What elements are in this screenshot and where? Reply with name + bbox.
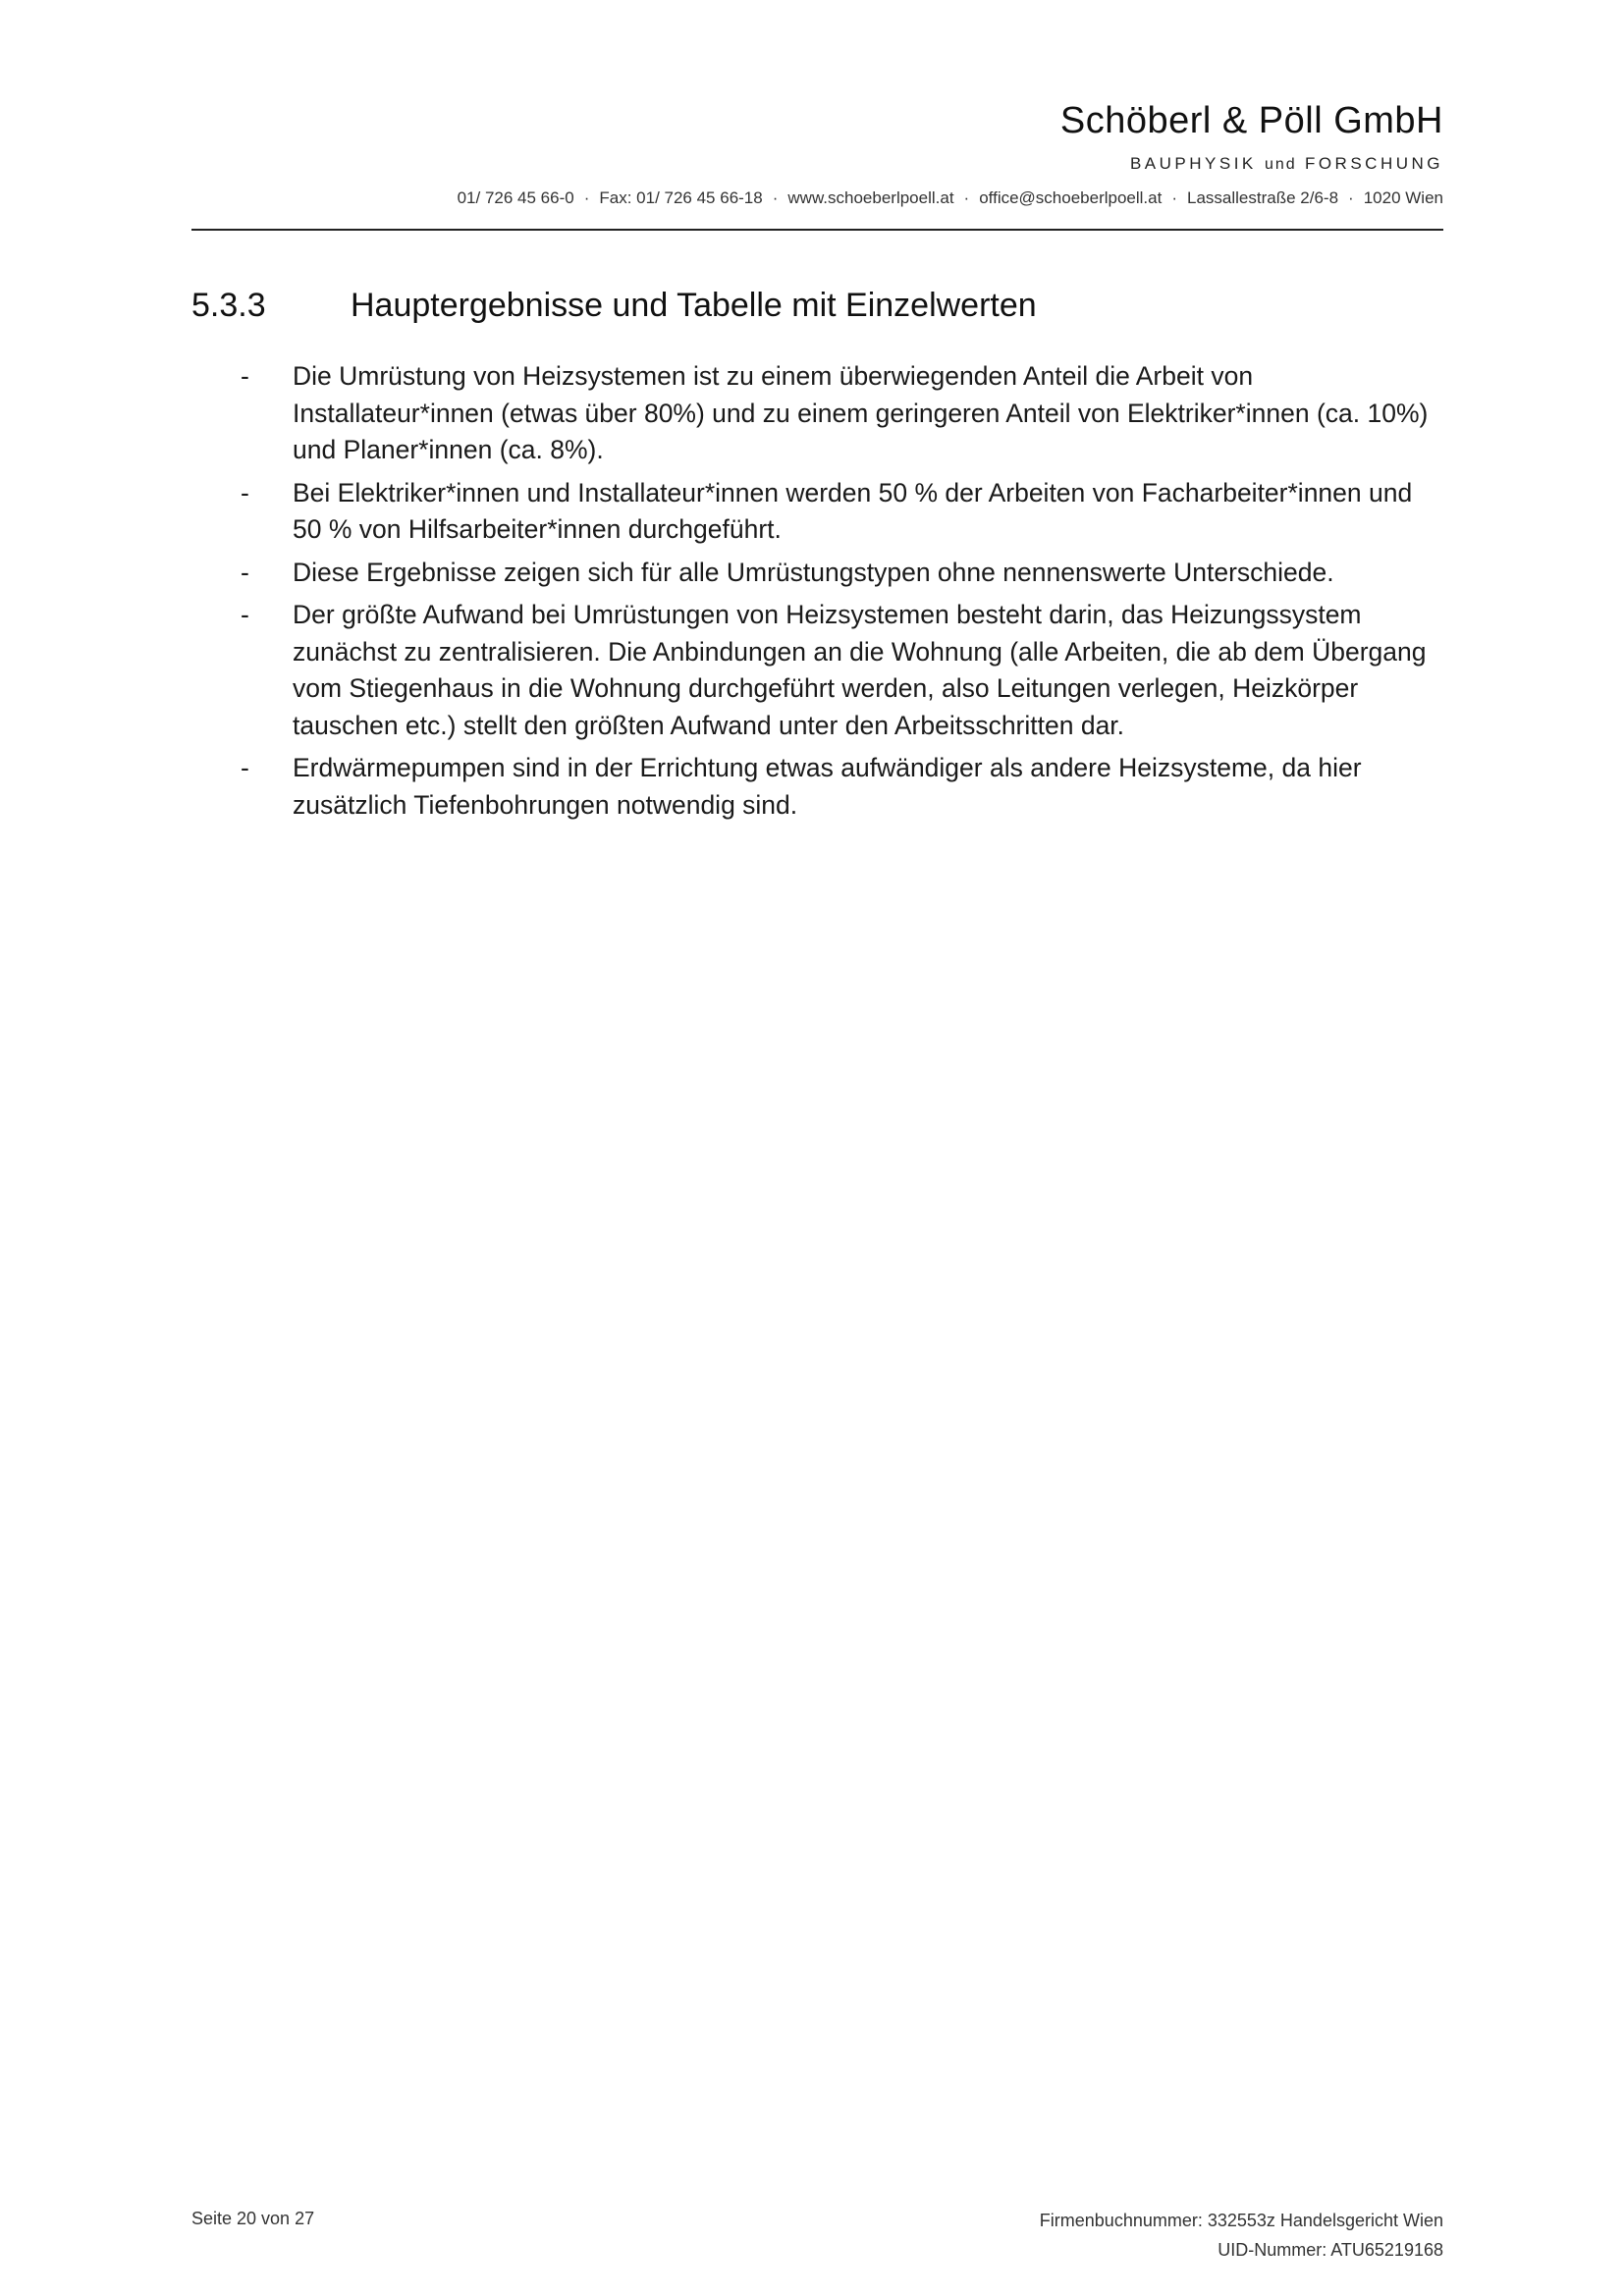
- results-list: [241, 358, 1443, 829]
- uid-number: UID-Nummer: ATU65219168: [1218, 2240, 1443, 2260]
- list-item: [241, 750, 1443, 824]
- header-divider: [191, 229, 1443, 231]
- subtitle-left: BAUPHYSIK: [1129, 154, 1257, 173]
- company-name: Schöberl & Pöll GmbH: [1059, 100, 1443, 141]
- separator: ·: [772, 188, 779, 207]
- subtitle-right: FORSCHUNG: [1304, 154, 1443, 173]
- street-address: Lassallestraße 2/6-8: [1187, 188, 1339, 207]
- section-title: Hauptergebnisse und Tabelle mit Einzelwerten: [351, 287, 1037, 324]
- bullet-dash: -: [241, 557, 249, 587]
- separator: ·: [1348, 188, 1354, 207]
- section-heading: [191, 285, 1443, 326]
- list-item: [241, 358, 1443, 469]
- phone-number: 01/ 726 45 66-0: [457, 188, 574, 207]
- list-item-text: Die Umrüstung von Heizsystemen ist zu einem überwiegenden Anteil die Arbeit von Installateur*innen (etwas über 80%) und zu einem geringeren Anteil von Elektriker*innen (ca. 10%) und Planer*innen (ca. 8%).: [293, 361, 1429, 464]
- fax-number: Fax: 01/ 726 45 66-18: [599, 188, 763, 207]
- letterhead: [191, 98, 1443, 209]
- separator: ·: [963, 188, 970, 207]
- list-item-text: Bei Elektriker*innen und Installateur*innen werden 50 % der Arbeiten von Facharbeiter*innen und 50 % von Hilfsarbeiter*innen durchgeführt.: [293, 477, 1413, 544]
- bullet-dash: -: [241, 477, 249, 507]
- list-item: [241, 555, 1443, 592]
- list-item: [241, 475, 1443, 549]
- subtitle-und: und: [1265, 156, 1297, 173]
- website-link[interactable]: www.schoeberlpoell.at: [787, 188, 954, 207]
- city-address: 1020 Wien: [1363, 188, 1443, 207]
- separator: ·: [583, 188, 590, 207]
- list-item-text: Diese Ergebnisse zeigen sich für alle Umrüstungstypen ohne nennenswerte Unterschiede.: [293, 557, 1334, 587]
- register-number: Firmenbuchnummer: 332553z Handelsgericht Wien: [1039, 2211, 1443, 2230]
- contact-line: [191, 187, 1443, 209]
- section-number: 5.3.3: [191, 287, 266, 324]
- bullet-dash: -: [241, 600, 249, 629]
- bullet-dash: -: [241, 753, 249, 782]
- email-link[interactable]: office@schoeberlpoell.at: [979, 188, 1163, 207]
- company-subtitle: [191, 153, 1443, 176]
- list-item: [241, 597, 1443, 744]
- company-register-info: [854, 2206, 1443, 2265]
- list-item-text: Erdwärmepumpen sind in der Errichtung etwas aufwändiger als andere Heizsysteme, da hier zusätzlich Tiefenbohrungen notwendig sind.: [293, 753, 1362, 820]
- page-number: Seite 20 von 27: [191, 2209, 315, 2228]
- separator: ·: [1171, 188, 1178, 207]
- bullet-dash: -: [241, 361, 249, 391]
- list-item-text: Der größte Aufwand bei Umrüstungen von Heizsystemen besteht darin, das Heizungssystem zunächst zu zentralisieren. Die Anbindungen an die Wohnung (alle Arbeiten, die ab dem Übergang vom Stiegenhaus in die Wohnung durchgeführt werden, also Leitungen verlegen, Heizkörper tauschen etc.) stellt den größten Aufwand unter den Arbeitsschritten dar.: [293, 600, 1427, 740]
